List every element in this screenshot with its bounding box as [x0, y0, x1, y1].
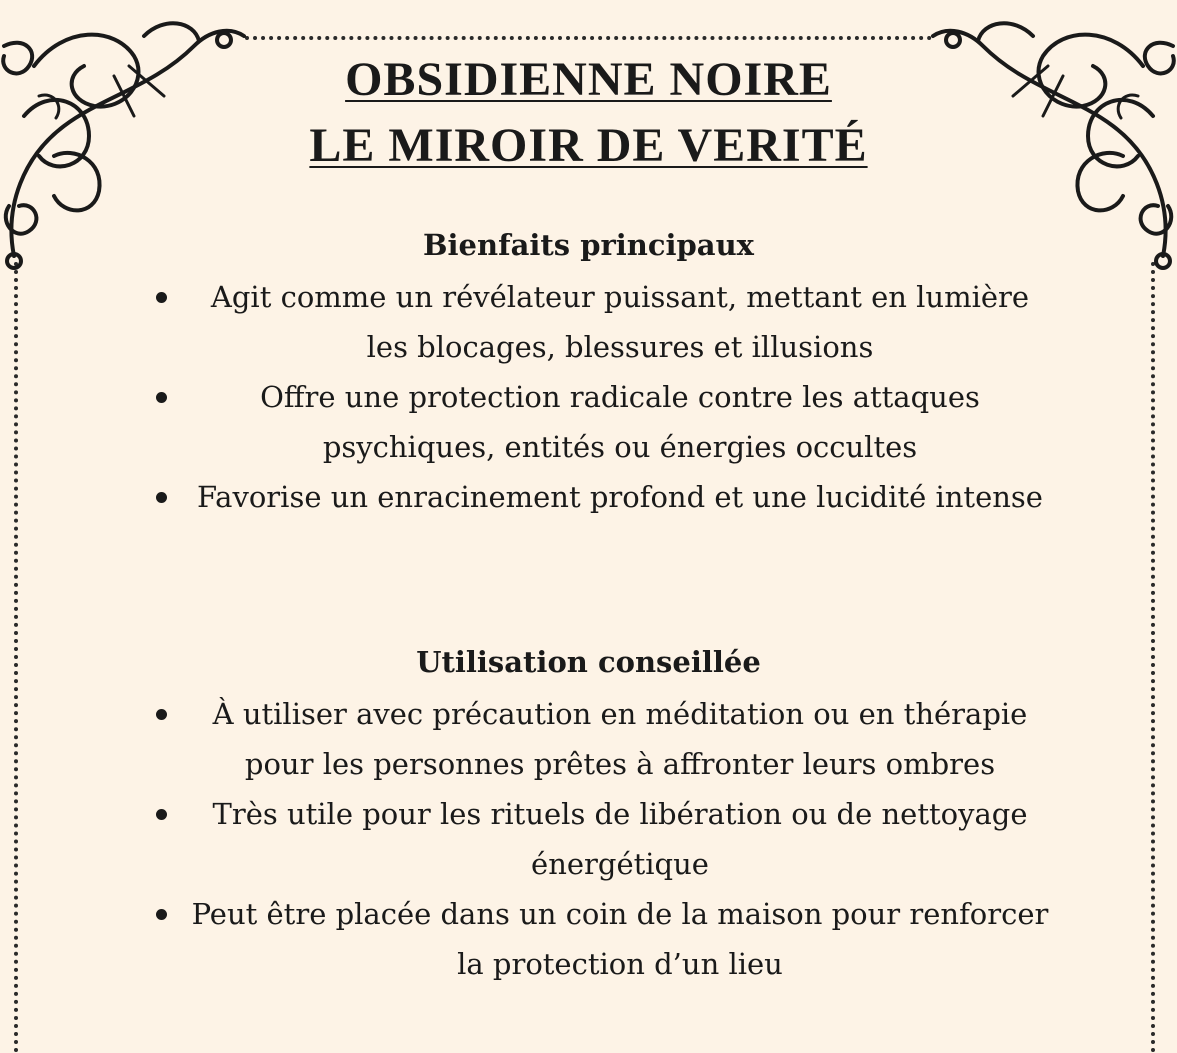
- dotted-frame-top: [245, 36, 932, 40]
- list-item: [0, 372, 1177, 472]
- benefits-heading: Bienfaits principaux: [423, 228, 754, 262]
- bullet-icon: [156, 909, 167, 920]
- usage-list: [0, 689, 1177, 989]
- bullet-icon: [156, 392, 167, 403]
- bullet-icon: [156, 292, 167, 303]
- benefit-text: Agit comme un révélateur puissant, mettant en lumière les blocages, blessures et illusions: [210, 280, 1030, 364]
- bullet-icon: [156, 492, 167, 503]
- benefit-text: Offre une protection radicale contre les attaques psychiques, entités ou énergies occultes: [260, 380, 980, 464]
- list-item: [0, 889, 1177, 989]
- benefits-list: [0, 272, 1177, 522]
- benefit-text: Favorise un enracinement profond et une lucidité intense: [197, 480, 1043, 514]
- page-title-line-2: LE MIROIR DE VERITÉ: [309, 119, 868, 172]
- bullet-icon: [156, 809, 167, 820]
- usage-text: Peut être placée dans un coin de la maison pour renforcer la protection d’un lieu: [191, 897, 1049, 981]
- list-item: [0, 689, 1177, 789]
- list-item: [0, 789, 1177, 889]
- bullet-icon: [156, 709, 167, 720]
- page-title-line-1: OBSIDIENNE NOIRE: [345, 53, 832, 106]
- list-item: [0, 472, 1177, 522]
- usage-heading: Utilisation conseillée: [416, 645, 761, 679]
- usage-text: Très utile pour les rituels de libération ou de nettoyage énergétique: [212, 797, 1028, 881]
- list-item: [0, 272, 1177, 372]
- usage-text: À utiliser avec précaution en méditation ou en thérapie pour les personnes prêtes à affronter leurs ombres: [212, 697, 1028, 781]
